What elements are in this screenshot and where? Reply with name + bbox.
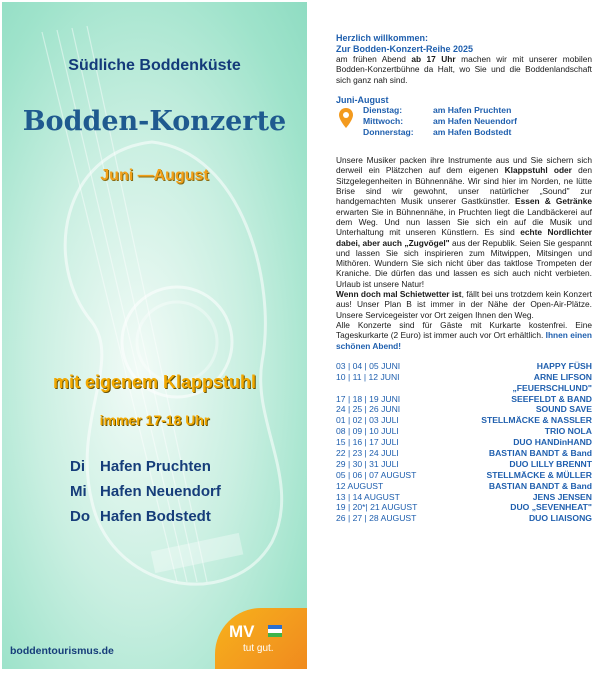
concert-date: 29 | 30 | 31 JULI [336, 458, 399, 469]
concert-act: JENS JENSEN [532, 491, 592, 502]
location-pin-icon [339, 108, 353, 128]
schedule-day: Mittwoch: [363, 116, 404, 127]
concert-date: 17 | 18 | 19 JUNI [336, 393, 401, 404]
klappstuhl-slogan: mit eigenem Klappstuhl [52, 372, 257, 392]
concert-act: BASTIAN BANDT & Band [488, 480, 592, 491]
schedule-day: Dienstag: [363, 105, 403, 116]
schedule-place: am Hafen Bodstedt [433, 127, 512, 138]
concert-act: „FEUERSCHLUND" [512, 382, 592, 393]
concert-list [336, 361, 592, 524]
logo-tagline: tut gut. [243, 643, 274, 654]
venue-day: Di [70, 458, 85, 475]
schedule-row [363, 105, 511, 116]
guitar-illustration [2, 2, 307, 669]
concert-row [336, 372, 592, 383]
venue-day: Mi [70, 483, 87, 500]
concert-act: ARNE LIFSON [533, 371, 592, 382]
concert-row [336, 437, 592, 448]
schedule-row [363, 116, 517, 127]
concert-row [336, 404, 592, 415]
concert-date: 03 | 04 | 05 JUNI [336, 360, 401, 371]
concert-row [336, 426, 592, 437]
schedule-block [336, 95, 592, 139]
concert-act: STELLMÄCKE & MÜLLER [486, 469, 592, 480]
poster-title: Bodden-Konzerte [22, 106, 287, 137]
concert-date: 08 | 09 | 10 JULI [336, 426, 399, 437]
concert-row [336, 448, 592, 459]
venue-place: Hafen Neuendorf [100, 483, 221, 500]
concert-act: BASTIAN BANDT & Band [488, 447, 592, 458]
greeting: Herzlich willkommen: [336, 33, 429, 43]
concert-act: HAPPY FÜSH [536, 360, 592, 371]
concert-row [336, 459, 592, 470]
concert-date: 24 | 25 | 26 JUNI [336, 404, 401, 415]
region-title: Südliche Boddenküste [68, 57, 241, 74]
body-part: Unsere Musiker packen ihre Instrumente aus und Sie sichern sich derweil ein Plätzchen auf dem eigenen [336, 155, 592, 176]
logo-name: MV [229, 622, 255, 641]
body-part: erwarten Sie in Bühnennähe, in Pruchten liegt die Landbäckerei auf dem Weg. Und nun lassen Sie sich ein auf die Musik und Unterhaltung mit unseren Künstlern. Es sind [336, 206, 592, 238]
concert-date: 13 | 14 AUGUST [336, 491, 400, 502]
info-column [336, 33, 592, 524]
concert-date: 26 | 27 | 28 AUGUST [336, 513, 417, 524]
concert-date: 19 | 20*| 21 AUGUST [336, 502, 418, 513]
concert-act: DUO HANDinHAND [513, 437, 592, 448]
concert-row [336, 502, 592, 513]
venue-list [70, 454, 221, 529]
concert-date: 01 | 02 | 03 JULI [336, 415, 399, 426]
venue-place: Hafen Pruchten [100, 458, 211, 475]
body-part: Alle Konzerte sind für Gäste mit Kurkarte kostenfrei. Eine Tageskurkarte (2 Euro) ist immer auch vor Ort erhältlich. [336, 319, 592, 341]
concert-row [336, 361, 592, 372]
venue-item [70, 454, 221, 479]
body-bold: Wenn doch mal Schietwetter ist [336, 289, 462, 300]
concert-row [336, 470, 592, 481]
schedule-place: am Hafen Neuendorf [433, 116, 518, 127]
venue-item [70, 479, 221, 504]
concert-act: DUO LILLY BRENNT [509, 458, 592, 469]
body-part: aus der Republik. Seien Sie gespannt und lassen Sie sich inspirieren zum Mitwippen, Mitsingen und Mithören. Wundern Sie sich nicht über das taktlose Trompeten der Kraniche. Die dürfen das und lassen es sich auch nicht verbieten. Urlaub ist unsere Natur! [336, 237, 593, 289]
concert-row [336, 492, 592, 503]
intro-text-time: ab 17 Uhr [411, 54, 456, 64]
concert-act: DUO „SEVENHEAT" [510, 502, 592, 513]
closing-wish: Ihnen einen schönen Abend! [336, 330, 593, 351]
body-part: , fällt bei uns trotzdem kein Konzert aus! Unser Plan B ist immer in der Nähe der Open-Air-Plätze. Unsere Servicegeister vor Ort zeigen Ihnen den Weg. [336, 289, 592, 320]
series-title: Zur Bodden-Konzert-Reihe 2025 [336, 43, 474, 54]
venue-place: Hafen Bodstedt [100, 508, 211, 525]
concert-date: 10 | 11 | 12 JUNI [336, 371, 400, 382]
body-bold: Klappstuhl oder [504, 165, 572, 176]
body-part: den Sitzgelegenheiten in Bühnennähe. Wir sind hier im Norden, ne lütte Brise sind wir gewohnt, unser natürlicher „Sound" zur handgemachten Musik unserer Gastkünstler. [336, 165, 592, 207]
concert-date: 12 AUGUST [336, 480, 384, 491]
venue-item [70, 504, 221, 529]
body-bold: Essen & Getränke [515, 196, 592, 207]
intro-text-a: am frühen Abend [336, 54, 412, 64]
flag-icon [268, 625, 282, 637]
concert-act: TRIO NOLA [544, 426, 592, 437]
concert-date: 15 | 16 | 17 JULI [336, 437, 399, 448]
poster-panel [2, 2, 307, 669]
concert-row [336, 513, 592, 524]
season-subtitle: Juni —August [100, 167, 209, 184]
body-text [336, 155, 592, 351]
concert-row [336, 415, 592, 426]
concert-date: 22 | 23 | 24 JULI [336, 447, 399, 458]
schedule-row [363, 127, 511, 138]
concert-act: STELLMÄCKE & NASSLER [481, 415, 592, 426]
intro-text-c: machen wir mit unserer mobilen Bodden-Konzertbühne da Halt, wo Sie und die Boddenlandschaft sich ganz nah sind. [336, 54, 592, 85]
concert-act: DUO LIAISONG [528, 513, 592, 524]
concert-act: SOUND SAVE [535, 404, 592, 415]
schedule-heading: Juni-August [336, 94, 389, 105]
concert-row [336, 394, 592, 405]
venue-day: Do [70, 508, 90, 525]
concert-row [336, 383, 592, 394]
schedule-place: am Hafen Pruchten [433, 105, 512, 116]
concert-act: SEEFELDT & BAND [511, 393, 592, 404]
website-link[interactable]: boddentourismus.de [10, 645, 114, 657]
concert-hours: immer 17-18 Uhr [99, 412, 210, 428]
concert-row [336, 481, 592, 492]
body-bold: echte Nordlichter dabei, aber auch „Zugvögel" [336, 227, 592, 248]
concert-date: 05 | 06 | 07 AUGUST [336, 469, 417, 480]
schedule-day: Donnerstag: [363, 127, 414, 138]
intro-text [336, 54, 592, 85]
